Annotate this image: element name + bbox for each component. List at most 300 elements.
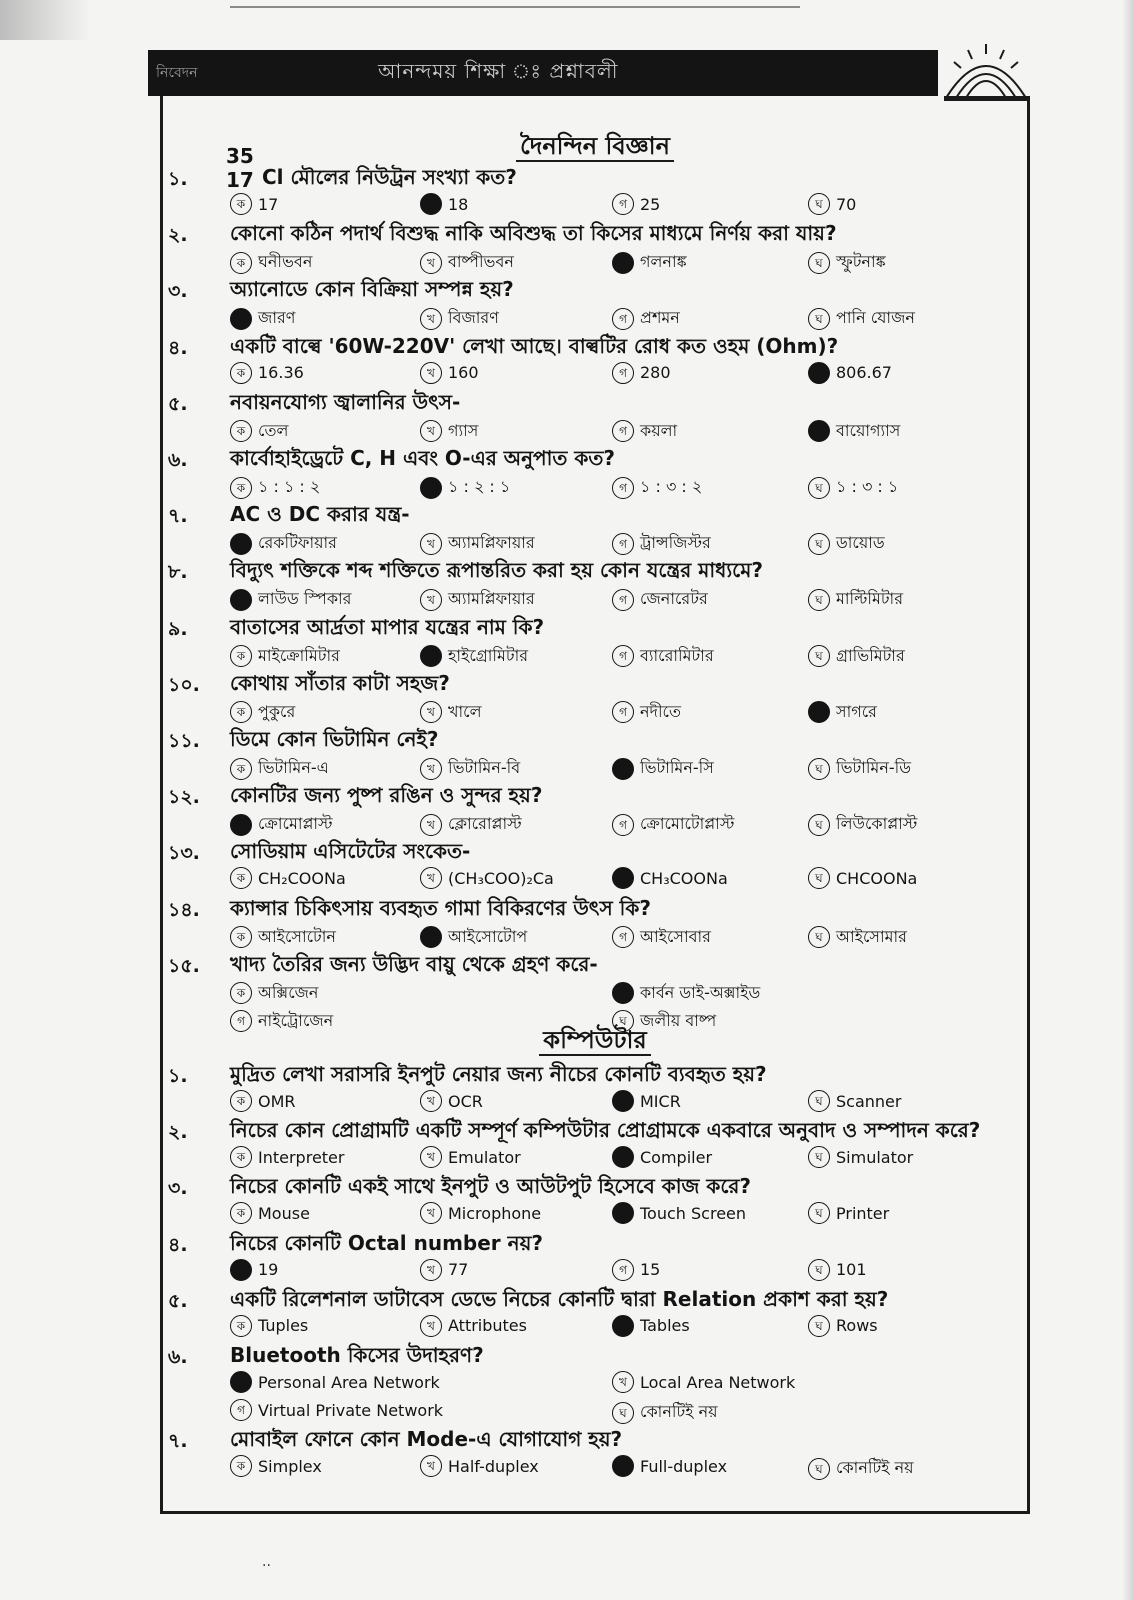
- option-text: খালে: [448, 701, 482, 721]
- answer-option: [612, 1202, 746, 1224]
- selected-answer-bullet-icon: গ: [612, 1146, 634, 1168]
- section-title: [160, 128, 1030, 168]
- option-marker: গ: [612, 589, 634, 611]
- answer-option: [612, 193, 660, 215]
- answer-option: [808, 193, 856, 215]
- question-number: ৮.: [168, 561, 188, 584]
- option-marker: ঘ: [808, 1090, 830, 1112]
- selected-answer-bullet-icon: খ: [420, 477, 442, 499]
- selected-answer-bullet-icon: ক: [230, 1371, 252, 1393]
- option-marker: ক: [230, 1315, 252, 1337]
- option-text: Mouse: [258, 1203, 310, 1223]
- option-text: আইসোবার: [640, 926, 711, 946]
- option-text: Tuples: [258, 1316, 309, 1336]
- question-text: অ্যানোডে কোন বিক্রিয়া সম্পন্ন হয়?: [230, 277, 514, 302]
- option-text: মাইক্রোমিটার: [258, 645, 340, 665]
- selected-answer-bullet-icon: খ: [420, 926, 442, 948]
- question-number: ১.: [168, 168, 188, 190]
- option-marker: খ: [420, 252, 442, 274]
- question-number: ১৪.: [168, 898, 200, 921]
- option-text: কার্বন ডাই-অক্সাইড: [640, 982, 761, 1002]
- option-marker: ঘ: [808, 1259, 830, 1281]
- question-text: একটি বাল্বে '60W-220V' লেখা আছে। বাল্বটির রোধ কত ওহম (Ohm)?: [230, 333, 839, 358]
- answer-option: [612, 586, 708, 613]
- option-text: ১ : ১ : ২: [258, 477, 321, 496]
- option-text: জলীয় বাষ্প: [640, 1010, 717, 1030]
- answer-option: [230, 1202, 310, 1224]
- question-number: ৩.: [168, 280, 188, 303]
- option-text: রেকটিফায়ার: [258, 533, 337, 553]
- option-text: Tables: [640, 1316, 690, 1336]
- option-text: নাইট্রোজেন: [258, 1010, 334, 1030]
- option-text: তেল: [258, 420, 289, 440]
- answer-option: [230, 362, 304, 384]
- option-marker: ঘ: [612, 1010, 634, 1032]
- option-text: পানি যোজন: [836, 308, 915, 328]
- answer-option: [612, 643, 714, 670]
- question-number: ১.: [168, 1065, 188, 1087]
- option-marker: খ: [420, 308, 442, 330]
- question-text: মুদ্রিত লেখা সরাসরি ইনপুট নেয়ার জন্য নীচের কোনটি ব্যবহৃত হয়?: [230, 1062, 767, 1086]
- option-marker: ক: [230, 867, 252, 889]
- option-marker: ক: [230, 701, 252, 723]
- option-marker: ক: [230, 252, 252, 274]
- selected-answer-bullet-icon: ক: [230, 533, 252, 555]
- answer-option: [612, 699, 681, 726]
- option-text: Personal Area Network: [258, 1372, 440, 1392]
- option-text: Attributes: [448, 1316, 527, 1336]
- option-text: গলনাঙ্ক: [640, 252, 687, 272]
- option-marker: ঘ: [808, 533, 830, 555]
- selected-answer-bullet-icon: গ: [612, 867, 634, 889]
- answer-option: [420, 530, 535, 557]
- option-text: ট্রান্সজিস্টর: [640, 533, 711, 553]
- question-number: ১১.: [168, 730, 200, 752]
- option-marker: খ: [420, 1259, 442, 1281]
- answer-option: [808, 1315, 878, 1337]
- answer-option: [230, 193, 278, 215]
- selected-answer-bullet-icon: খ: [420, 193, 442, 215]
- question-text: সোডিয়াম এসিটেটের সংকেত-: [230, 839, 471, 864]
- option-text: অক্সিজেন: [258, 982, 319, 1002]
- option-text: বিজারণ: [448, 308, 499, 328]
- question-number: ৪.: [168, 336, 188, 359]
- question-text: কোথায় সাঁতার কাটা সহজ?: [230, 670, 450, 695]
- option-text: ১ : ২ : ১: [448, 477, 511, 496]
- answer-option: [612, 1371, 795, 1393]
- option-marker: ঘ: [808, 252, 830, 274]
- option-marker: গ: [612, 362, 634, 384]
- option-marker: খ: [420, 1315, 442, 1337]
- answer-option: [808, 474, 898, 501]
- option-text: Compiler: [640, 1147, 713, 1167]
- option-text: অ্যামপ্লিফায়ার: [448, 533, 535, 553]
- question-number: ১৩.: [168, 842, 200, 865]
- option-marker: ঘ: [808, 867, 830, 889]
- answer-option: [808, 1259, 867, 1281]
- option-text: Virtual Private Network: [258, 1400, 444, 1420]
- option-marker: গ: [612, 477, 634, 499]
- option-marker: গ: [612, 1259, 634, 1281]
- option-marker: খ: [420, 533, 442, 555]
- question-text: কোনো কঠিন পদার্থ বিশুদ্ধ নাকি অবিশুদ্ধ তা কিসের মাধ্যমে নির্ণয় করা যায়?: [230, 221, 837, 246]
- option-marker: খ: [420, 420, 442, 442]
- option-marker: ক: [230, 1202, 252, 1224]
- option-marker: ঘ: [612, 1402, 634, 1424]
- option-text: 25: [640, 194, 661, 214]
- answer-option: [612, 980, 760, 1007]
- selected-answer-bullet-icon: খ: [612, 982, 634, 1004]
- option-text: কোনটিই নয়: [640, 1402, 718, 1421]
- option-text: (CH₃COO)₂Ca: [448, 868, 554, 888]
- option-text: 70: [836, 194, 857, 214]
- option-marker: খ: [420, 1146, 442, 1168]
- question-text: নিচের কোনটি একই সাথে ইনপুট ও আউটপুট হিসেবে কাজ করে?: [230, 1174, 752, 1199]
- answer-option: [612, 305, 680, 332]
- option-text: ডায়োড: [836, 533, 885, 553]
- answer-option: [230, 980, 318, 1007]
- answer-option: [612, 1090, 681, 1112]
- option-text: 18: [448, 194, 469, 214]
- option-text: CH₂COONa: [258, 868, 346, 888]
- answer-option: [612, 1455, 727, 1477]
- question-text: খাদ্য তৈরির জন্য উদ্ভিদ বায়ু থেকে গ্রহণ করে-: [230, 951, 598, 976]
- option-text: স্ফুটনাঙ্ক: [836, 252, 886, 272]
- answer-option: [420, 1259, 468, 1281]
- emblem-icon: [940, 40, 1032, 102]
- answer-option: [808, 643, 905, 670]
- option-marker: খ: [420, 867, 442, 889]
- selected-answer-bullet-icon: গ: [612, 1202, 634, 1224]
- option-text: আইসোটোন: [258, 926, 336, 946]
- answer-option: [420, 1090, 483, 1112]
- option-text: 17: [258, 194, 279, 214]
- question-text: ক্যান্সার চিকিৎসায় ব্যবহৃত গামা বিকিরণের উৎস কি?: [230, 895, 651, 920]
- answer-option: [808, 530, 885, 557]
- option-marker: গ: [612, 308, 634, 330]
- answer-option: [230, 1315, 308, 1337]
- question-text: ডিমে কোন ভিটামিন নেই?: [230, 727, 439, 751]
- answer-option: [808, 699, 877, 726]
- option-text: ঘনীভবন: [258, 252, 313, 272]
- question-text: কোনটির জন্য পুষ্প রঙিন ও সুন্দর হয়?: [230, 783, 543, 808]
- option-text: Interpreter: [258, 1147, 345, 1167]
- option-text: পুকুরে: [258, 701, 296, 721]
- answer-option: [612, 1399, 718, 1426]
- option-text: ক্রোমোটোপ্লাস্ট: [640, 814, 735, 834]
- question-number: ৭.: [168, 1430, 188, 1453]
- option-marker: গ: [612, 701, 634, 723]
- answer-option: [808, 418, 900, 445]
- option-text: CHCOONa: [836, 868, 918, 888]
- option-text: CH₃COONa: [640, 868, 728, 888]
- option-text: ১ : ৩ : ২: [640, 477, 703, 496]
- option-marker: গ: [612, 193, 634, 215]
- option-marker: ক: [230, 420, 252, 442]
- top-rule: [230, 6, 800, 8]
- option-marker: খ: [420, 362, 442, 384]
- option-marker: খ: [420, 1202, 442, 1224]
- option-text: কোনটিই নয়: [836, 1458, 914, 1478]
- selected-answer-bullet-icon: গ: [612, 252, 634, 274]
- answer-option: [612, 867, 728, 889]
- question-number: ৫.: [168, 1289, 188, 1312]
- question-text: Bluetooth কিসের উদাহরণ?: [230, 1343, 484, 1367]
- option-text: লাউড স্পিকার: [258, 589, 352, 609]
- question-text: নবায়নযোগ্য জ্বালানির উৎস-: [230, 389, 461, 414]
- answer-option: [230, 867, 346, 889]
- option-marker: ক: [230, 477, 252, 499]
- option-text: Touch Screen: [640, 1203, 747, 1223]
- option-text: Rows: [836, 1316, 878, 1336]
- question-number: ৬.: [168, 449, 188, 471]
- header-bar: [148, 50, 938, 96]
- answer-option: [612, 418, 677, 445]
- answer-option: [420, 362, 479, 384]
- option-text: Printer: [836, 1203, 890, 1223]
- option-marker: ঘ: [808, 814, 830, 836]
- answer-option: [612, 1146, 712, 1168]
- answer-option: [230, 418, 288, 445]
- option-marker: ক: [230, 926, 252, 948]
- answer-option: [808, 867, 917, 889]
- option-text: ভিটামিন-এ: [258, 758, 329, 777]
- question-number: ১০.: [168, 673, 200, 696]
- question-number: ১৫.: [168, 954, 200, 977]
- isotope-atomic-number: 17: [226, 168, 254, 192]
- answer-option: [612, 1259, 660, 1281]
- option-text: Microphone: [448, 1203, 542, 1223]
- selected-answer-bullet-icon: গ: [612, 1455, 634, 1477]
- answer-option: [230, 530, 337, 557]
- question-number: ৭.: [168, 505, 188, 528]
- page-shadow: [0, 0, 90, 40]
- option-marker: ঘ: [808, 1202, 830, 1224]
- answer-option: [420, 699, 482, 726]
- option-marker: ক: [230, 758, 252, 780]
- question-text: বিদ্যুৎ শক্তিকে শব্দ শক্তিতে রূপান্তরিত করা হয় কোন যন্ত্রের মাধ্যমে?: [230, 558, 763, 583]
- option-marker: গ: [612, 645, 634, 667]
- isotope-mass-number: 35: [226, 144, 254, 168]
- option-text: ভিটামিন-সি: [640, 758, 714, 777]
- question-number: ১২.: [168, 786, 200, 809]
- option-text: গ্রাভিমিটার: [836, 645, 905, 665]
- answer-option: [808, 924, 907, 951]
- option-text: গ্যাস: [448, 420, 479, 440]
- question-number: ২.: [168, 1121, 188, 1144]
- answer-option: [230, 305, 295, 332]
- answer-option: [612, 811, 734, 838]
- selected-answer-bullet-icon: গ: [612, 758, 634, 780]
- option-marker: গ: [612, 814, 634, 836]
- option-marker: ক: [230, 193, 252, 215]
- option-text: আইসোটোপ: [448, 926, 528, 946]
- answer-option: [808, 1146, 913, 1168]
- option-text: MICR: [640, 1091, 681, 1111]
- option-marker: ক: [230, 362, 252, 384]
- answer-option: [420, 811, 522, 838]
- answer-option: [230, 755, 329, 782]
- option-text: কয়লা: [640, 420, 678, 440]
- selected-answer-bullet-icon: ক: [230, 1259, 252, 1281]
- answer-option: [230, 1146, 344, 1168]
- option-text: অ্যামপ্লিফায়ার: [448, 589, 535, 609]
- answer-option: [230, 586, 351, 613]
- answer-option: [420, 643, 528, 670]
- answer-option: [230, 643, 340, 670]
- option-marker: খ: [420, 701, 442, 723]
- selected-answer-bullet-icon: ঘ: [808, 420, 830, 442]
- option-marker: ক: [230, 1455, 252, 1477]
- selected-answer-bullet-icon: ক: [230, 308, 252, 330]
- question-number: ৩.: [168, 1177, 188, 1200]
- answer-option: [230, 811, 333, 838]
- option-text: 101: [836, 1260, 867, 1280]
- answer-option: [808, 305, 915, 332]
- option-text: হাইগ্রোমিটার: [448, 645, 529, 665]
- answer-option: [808, 1202, 889, 1224]
- option-text: Emulator: [448, 1147, 521, 1167]
- option-marker: ঘ: [808, 926, 830, 948]
- selected-answer-bullet-icon: ক: [230, 814, 252, 836]
- option-marker: ক: [230, 1090, 252, 1112]
- option-marker: খ: [420, 1090, 442, 1112]
- option-text: জারণ: [258, 308, 296, 328]
- option-marker: ঘ: [808, 1458, 830, 1480]
- question-number: ৬.: [168, 1346, 188, 1368]
- option-text: Full-duplex: [640, 1456, 728, 1476]
- option-text: নদীতে: [640, 701, 681, 721]
- option-text: বায়োগ্যাস: [836, 420, 901, 440]
- option-marker: খ: [420, 758, 442, 780]
- answer-option: [420, 867, 554, 889]
- option-text: 15: [640, 1260, 661, 1280]
- option-marker: খ: [420, 814, 442, 836]
- answer-option: [230, 1455, 322, 1477]
- footer-mark: ..: [262, 1554, 271, 1570]
- answer-option: [612, 362, 671, 384]
- option-marker: ঘ: [808, 308, 830, 330]
- option-marker: ক: [230, 1146, 252, 1168]
- option-text: সাগরে: [836, 701, 877, 721]
- answer-option: [420, 586, 535, 613]
- answer-option: [808, 362, 892, 384]
- option-text: 280: [640, 363, 671, 383]
- answer-option: [230, 1399, 443, 1421]
- section-title-text: কম্পিউটার: [539, 1026, 650, 1056]
- option-marker: গ: [612, 420, 634, 442]
- answer-option: [612, 474, 702, 501]
- answer-option: [612, 249, 687, 276]
- selected-answer-bullet-icon: ঘ: [808, 701, 830, 723]
- selected-answer-bullet-icon: ক: [230, 589, 252, 611]
- question-text: নিচের কোনটি Octal number নয়?: [230, 1230, 543, 1255]
- answer-option: [420, 305, 499, 332]
- answer-option: [420, 418, 478, 445]
- answer-option: [230, 699, 295, 726]
- selected-answer-bullet-icon: গ: [612, 1090, 634, 1112]
- option-text: লিউকোপ্লাস্ট: [836, 814, 918, 834]
- option-text: প্রশমন: [640, 308, 680, 328]
- option-text: Local Area Network: [640, 1372, 796, 1392]
- option-marker: গ: [612, 533, 634, 555]
- option-text: আইসোমার: [836, 926, 907, 946]
- option-text: 77: [448, 1260, 469, 1280]
- option-marker: গ: [230, 1010, 252, 1032]
- option-marker: খ: [612, 1371, 634, 1393]
- answer-option: [612, 1315, 690, 1337]
- option-marker: গ: [612, 926, 634, 948]
- answer-option: [808, 811, 917, 838]
- option-text: 16.36: [258, 363, 304, 383]
- answer-option: [808, 1455, 914, 1482]
- option-text: জেনারেটর: [640, 589, 708, 609]
- section-title: [160, 1022, 1030, 1062]
- option-text: ক্রোমোপ্লাস্ট: [258, 814, 333, 834]
- option-text: ১ : ৩ : ১: [836, 477, 899, 496]
- option-text: Scanner: [836, 1091, 902, 1111]
- answer-option: [230, 474, 320, 501]
- question-text: Cl মৌলের নিউট্রন সংখ্যা কত?: [262, 165, 517, 189]
- answer-option: [420, 924, 527, 951]
- header-left-text: নিবেদন: [156, 65, 198, 81]
- answer-option: [420, 193, 468, 215]
- option-marker: ঘ: [808, 589, 830, 611]
- option-marker: ঘ: [808, 758, 830, 780]
- answer-option: [230, 924, 336, 951]
- answer-option: [420, 755, 520, 782]
- answer-option: [230, 1371, 440, 1393]
- option-marker: খ: [420, 589, 442, 611]
- question-number: ৯.: [168, 617, 188, 640]
- answer-option: [612, 530, 711, 557]
- answer-option: [420, 1146, 521, 1168]
- option-marker: গ: [230, 1399, 252, 1421]
- selected-answer-bullet-icon: ঘ: [808, 362, 830, 384]
- option-text: ভিটামিন-বি: [448, 758, 521, 777]
- option-text: Simplex: [258, 1456, 322, 1476]
- option-text: 806.67: [836, 363, 892, 383]
- answer-option: [808, 755, 911, 782]
- question-text: একটি রিলেশনাল ডাটাবেস ডেভে নিচের কোনটি দ্বারা Relation প্রকাশ করা হয়?: [230, 1286, 889, 1311]
- question-text: AC ও DC করার যন্ত্র-: [230, 502, 410, 527]
- answer-option: [808, 1090, 901, 1112]
- page-edge-shadow: [1122, 0, 1134, 1600]
- selected-answer-bullet-icon: গ: [612, 1315, 634, 1337]
- option-text: ভিটামিন-ডি: [836, 758, 911, 777]
- answer-option: [420, 1202, 541, 1224]
- answer-option: [808, 586, 903, 613]
- answer-option: [230, 249, 312, 276]
- question-number: ৪.: [168, 1233, 188, 1256]
- answer-option: [230, 1259, 278, 1281]
- option-marker: ঘ: [808, 645, 830, 667]
- option-text: Half-duplex: [448, 1456, 539, 1476]
- option-text: 160: [448, 363, 479, 383]
- question-text: মোবাইল ফোনে কোন Mode-এ যোগাযোগ হয়?: [230, 1427, 623, 1452]
- option-text: বাষ্পীভবন: [448, 252, 514, 272]
- option-marker: ঘ: [808, 1315, 830, 1337]
- option-text: ক্লোরোপ্লাস্ট: [448, 814, 522, 834]
- selected-answer-bullet-icon: খ: [420, 645, 442, 667]
- header-title: আনন্দময় শিক্ষা ঃ প্রশ্নাবলী: [378, 58, 619, 83]
- option-marker: খ: [420, 1455, 442, 1477]
- option-text: OCR: [448, 1091, 483, 1111]
- answer-option: [612, 924, 711, 951]
- option-marker: ঘ: [808, 1146, 830, 1168]
- option-marker: ক: [230, 645, 252, 667]
- question-text: কার্বোহাইড্রেটে C, H এবং O-এর অনুপাত কত?: [230, 446, 615, 470]
